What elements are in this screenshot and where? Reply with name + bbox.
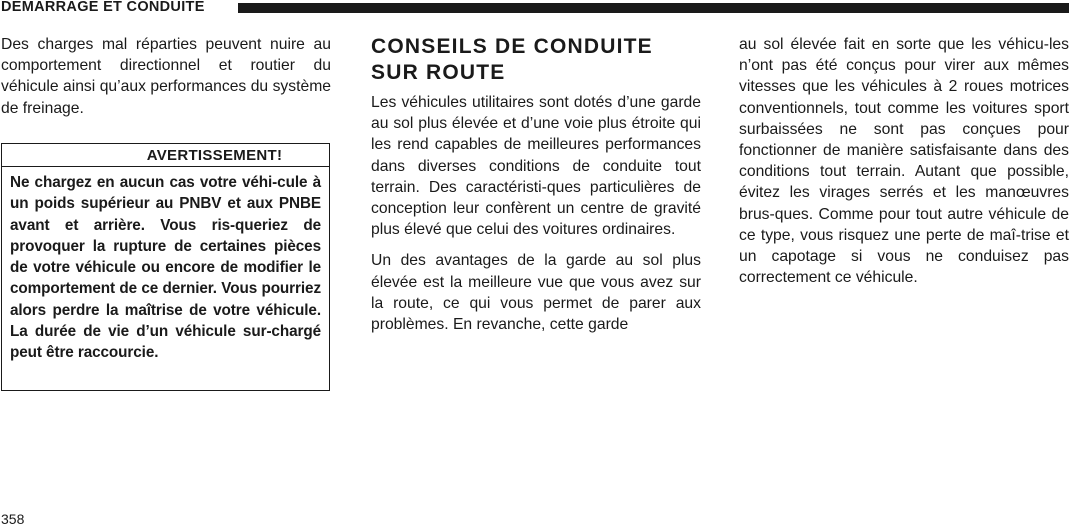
- warning-title: AVERTISSEMENT!: [2, 144, 329, 167]
- paragraph: Un des avantages de la garde au sol plus élevée est la meilleure vue que vous avez sur la route, ce qui vous permet de parer aux problèmes. En revanche, cette garde: [371, 252, 701, 334]
- header-rule: [238, 3, 1069, 13]
- column-middle: [371, 34, 701, 345]
- warning-text: Ne chargez en aucun cas votre véhi-cule à un poids supérieur au PNBV et aux PNBE avant et arrière. Vous ris-queriez de provoquer la rupture de certaines pièces de votre véhicule ou encore de modifier le comportement de ce dernier. Vous pourriez alors perdre la maîtrise de votre véhicule. La durée de vie d’un véhicule sur-chargé peut être raccourcie.: [10, 174, 321, 362]
- paragraph: au sol élevée fait en sorte que les véhicu-les n’ont pas été conçus pour virer aux mêmes vitesses que les véhicules à 2 roues motrices conventionnels, tout comme les voitures sport surbaissées ne sont pas conçues pour fonctionner de manière satisfaisante dans des conditions tout terrain. Autant que possible, évitez les virages serrés et les manœuvres brus-ques. Comme pour tout autre véhicule de ce type, vous risquez une perte de maî-trise et un capotage si vous ne conduisez pas correctement ce véhicule.: [739, 36, 1069, 287]
- warning-box: [1, 143, 330, 391]
- column-left: [1, 34, 331, 129]
- intro-paragraph: Des charges mal réparties peuvent nuire au comportement directionnel et routier du véhicule ainsi qu’aux performances du système de freinage.: [1, 36, 331, 117]
- column-right: [739, 34, 1069, 298]
- running-header: [0, 0, 1069, 16]
- paragraph: Les véhicules utilitaires sont dotés d’une garde au sol plus élevée et d’une voie plus étroite qui les rend capables de meilleures performances dans diverses conditions de conduite tout terrain. Des caractéristi-ques particulières de conception leur confèrent un centre de gravité plus élevé que celui des voitures ordinaires.: [371, 94, 701, 239]
- chapter-title: DÉMARRAGE ET CONDUITE: [1, 0, 215, 16]
- page-number: 358: [1, 511, 25, 527]
- section-heading: CONSEILS DE CONDUITE SUR ROUTE: [371, 35, 653, 84]
